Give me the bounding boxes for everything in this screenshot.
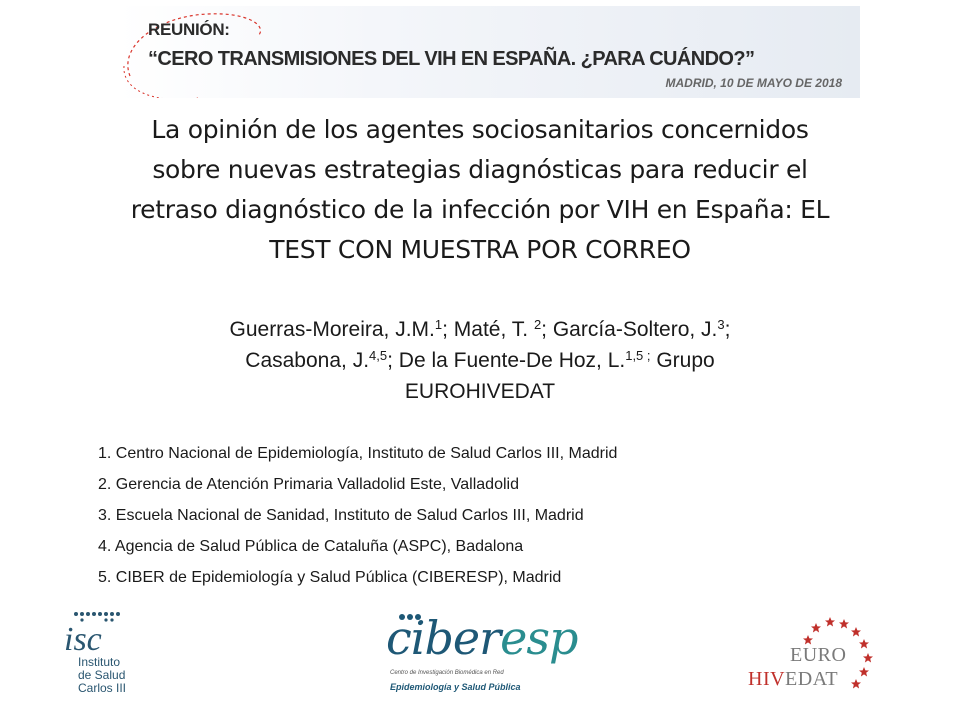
- eurohiv-euro: EURO: [790, 644, 847, 666]
- eurohiv-hiv: HIV: [748, 668, 786, 690]
- affiliation-list: [98, 440, 617, 595]
- affiliation-mark: 1,5 ;: [625, 348, 651, 363]
- ciberesp-subtitle: Centro de Investigación Biomédica en Red: [390, 670, 504, 676]
- title-line: TEST CON MUESTRA POR CORREO: [269, 235, 691, 264]
- affiliation-mark: 4,5: [369, 348, 388, 363]
- affiliation-mark: 1: [434, 317, 443, 332]
- event-banner: [118, 6, 860, 98]
- author-list: [100, 314, 860, 407]
- author-line: EUROHIVEDAT: [404, 380, 556, 403]
- banner-label: REUNIÓN:: [148, 20, 230, 39]
- affiliation-item: 1. Centro Nacional de Epidemiología, Instituto de Salud Carlos III, Madrid: [98, 445, 618, 462]
- affiliation-mark: 2: [533, 317, 542, 332]
- affiliation-item: 3. Escuela Nacional de Sanidad, Instituto de Salud Carlos III, Madrid: [98, 507, 584, 524]
- author-line: [100, 314, 860, 345]
- author-name: ; Maté, T.: [442, 318, 534, 341]
- isciii-logo-icon: [62, 610, 134, 656]
- author-name: Guerras-Moreira, J.M.: [229, 318, 435, 341]
- isc-mark-text: isc: [64, 621, 102, 656]
- isciii-line: Instituto: [78, 655, 121, 669]
- affiliation-item: 4. Agencia de Salud Pública de Cataluña (ASPC), Badalona: [98, 538, 524, 555]
- banner-date: MADRID, 10 DE MAYO DE 2018: [665, 76, 842, 90]
- isciii-logo-text: [78, 656, 126, 695]
- ciberesp-wordmark: [386, 610, 577, 666]
- eurohiv-hiv-edat: [748, 668, 838, 691]
- title-line: retraso diagnóstico de la infección por VIH en España: EL: [130, 195, 830, 224]
- eurohiv-edat: EDAT: [785, 668, 839, 690]
- ciberesp-tagline: Epidemiología y Salud Pública: [390, 682, 521, 692]
- isciii-line: de Salud: [78, 668, 126, 682]
- isciii-line: Carlos III: [78, 681, 127, 695]
- author-name: Grupo: [650, 349, 715, 372]
- presentation-title: [40, 110, 920, 270]
- ciberesp-word-b: esp: [500, 611, 578, 665]
- title-line: La opinión de los agentes sociosanitarios concernidos: [151, 115, 809, 144]
- ciberesp-logo: [384, 606, 584, 702]
- author-name: Casabona, J.: [245, 349, 370, 372]
- banner-title: “CERO TRANSMISIONES DEL VIH EN ESPAÑA. ¿PARA CUÁNDO?”: [148, 48, 755, 70]
- ciberesp-word-a: ciber: [386, 611, 501, 665]
- isciii-logo: [62, 610, 142, 700]
- title-line: sobre nuevas estrategias diagnósticas para reducir el: [152, 155, 808, 184]
- eurohivedat-logo: [744, 612, 884, 692]
- author-line: [100, 345, 860, 376]
- author-name: ; García-Soltero, J.: [541, 318, 718, 341]
- affiliation-item: 2. Gerencia de Atención Primaria Valladolid Este, Valladolid: [98, 476, 519, 493]
- affiliation-mark: 3: [717, 317, 725, 332]
- affiliation-item: 5. CIBER de Epidemiología y Salud Pública (CIBERESP), Madrid: [98, 569, 562, 586]
- author-separator: ;: [724, 318, 731, 341]
- author-name: ; De la Fuente-De Hoz, L.: [387, 349, 626, 372]
